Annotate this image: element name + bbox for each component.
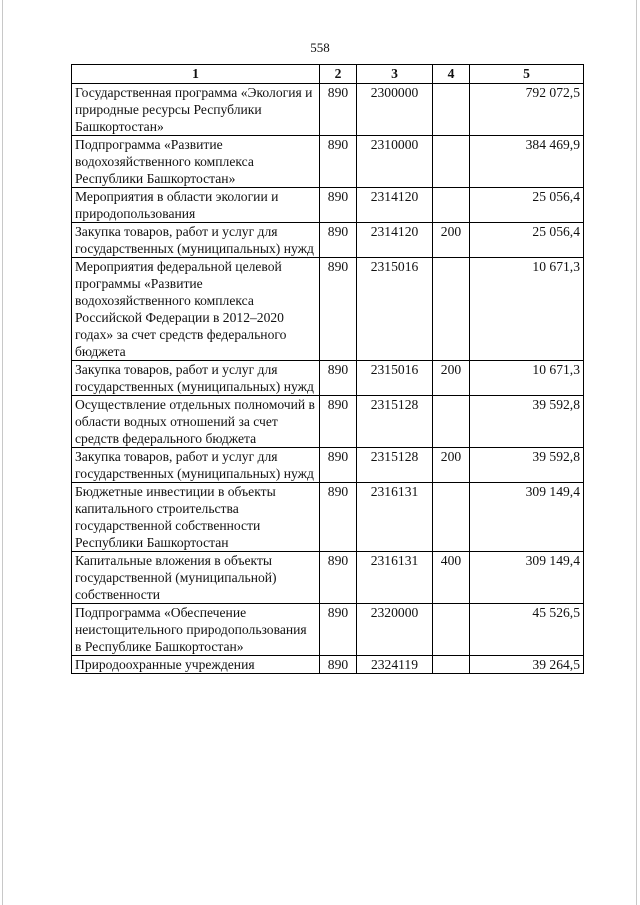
row-col-3: 2314120 [357,188,433,223]
row-col-2: 890 [320,188,357,223]
table-row [72,188,584,223]
row-col-3: 2320000 [357,604,433,656]
header-col-4: 4 [433,65,470,84]
row-col-4 [433,656,470,674]
row-col-4: 200 [433,448,470,483]
row-name: Государственная программа «Экология и природные ресурсы Республики Башкортостан» [72,84,320,136]
header-col-3: 3 [357,65,433,84]
row-col-4: 400 [433,552,470,604]
row-name: Мероприятия в области экологии и природопользования [72,188,320,223]
scan-edge-left [2,0,3,905]
row-amount: 10 671,3 [470,258,584,361]
table-row [72,84,584,136]
row-name: Природоохранные учреждения [72,656,320,674]
row-col-2: 890 [320,396,357,448]
page-number: 558 [310,40,330,55]
table-row [72,448,584,483]
row-col-3: 2316131 [357,483,433,552]
table-row [72,604,584,656]
table-row [72,361,584,396]
row-name: Бюджетные инвестиции в объекты капитального строительства государственной собственности Республики Башкортостан [72,483,320,552]
row-col-4 [433,396,470,448]
table-row [72,136,584,188]
row-col-3: 2300000 [357,84,433,136]
table-row [72,258,584,361]
header-col-2: 2 [320,65,357,84]
row-col-4 [433,188,470,223]
header-col-5: 5 [470,65,584,84]
row-amount: 39 592,8 [470,396,584,448]
row-amount: 45 526,5 [470,604,584,656]
row-col-2: 890 [320,136,357,188]
row-col-3: 2324119 [357,656,433,674]
row-col-3: 2315016 [357,361,433,396]
row-col-2: 890 [320,448,357,483]
row-col-2: 890 [320,223,357,258]
row-amount: 39 592,8 [470,448,584,483]
table-row [72,396,584,448]
budget-table [71,64,584,674]
row-name: Закупка товаров, работ и услуг для государственных (муниципальных) нужд [72,361,320,396]
row-col-3: 2314120 [357,223,433,258]
row-col-2: 890 [320,483,357,552]
row-name: Осуществление отдельных полномочий в области водных отношений за счет средств федерального бюджета [72,396,320,448]
row-name: Подпрограмма «Развитие водохозяйственного комплекса Республики Башкортостан» [72,136,320,188]
row-col-3: 2315016 [357,258,433,361]
row-name: Подпрограмма «Обеспечение неистощительного природопользования в Республике Башкортостан» [72,604,320,656]
row-col-2: 890 [320,552,357,604]
scan-edge-right [636,0,637,905]
row-amount: 309 149,4 [470,483,584,552]
row-col-2: 890 [320,656,357,674]
row-amount: 309 149,4 [470,552,584,604]
table-row [72,656,584,674]
row-amount: 25 056,4 [470,223,584,258]
row-col-2: 890 [320,84,357,136]
row-col-2: 890 [320,258,357,361]
row-col-4 [433,84,470,136]
table-row [72,223,584,258]
row-col-4: 200 [433,361,470,396]
table-row [72,552,584,604]
row-col-3: 2315128 [357,448,433,483]
row-col-3: 2310000 [357,136,433,188]
row-name: Закупка товаров, работ и услуг для государственных (муниципальных) нужд [72,448,320,483]
row-col-3: 2316131 [357,552,433,604]
row-col-4 [433,604,470,656]
row-col-4 [433,136,470,188]
row-amount: 25 056,4 [470,188,584,223]
row-name: Мероприятия федеральной целевой программы «Развитие водохозяйственного комплекса Российской Федерации в 2012–2020 годах» за счет средств федерального бюджета [72,258,320,361]
row-amount: 39 264,5 [470,656,584,674]
header-col-1: 1 [72,65,320,84]
row-name: Капитальные вложения в объекты государственной (муниципальной) собственности [72,552,320,604]
row-amount: 792 072,5 [470,84,584,136]
row-amount: 10 671,3 [470,361,584,396]
table-row [72,483,584,552]
row-col-2: 890 [320,604,357,656]
row-col-3: 2315128 [357,396,433,448]
row-col-4 [433,483,470,552]
row-name: Закупка товаров, работ и услуг для государственных (муниципальных) нужд [72,223,320,258]
row-col-2: 890 [320,361,357,396]
row-amount: 384 469,9 [470,136,584,188]
table-header-row [72,65,584,84]
row-col-4: 200 [433,223,470,258]
row-col-4 [433,258,470,361]
